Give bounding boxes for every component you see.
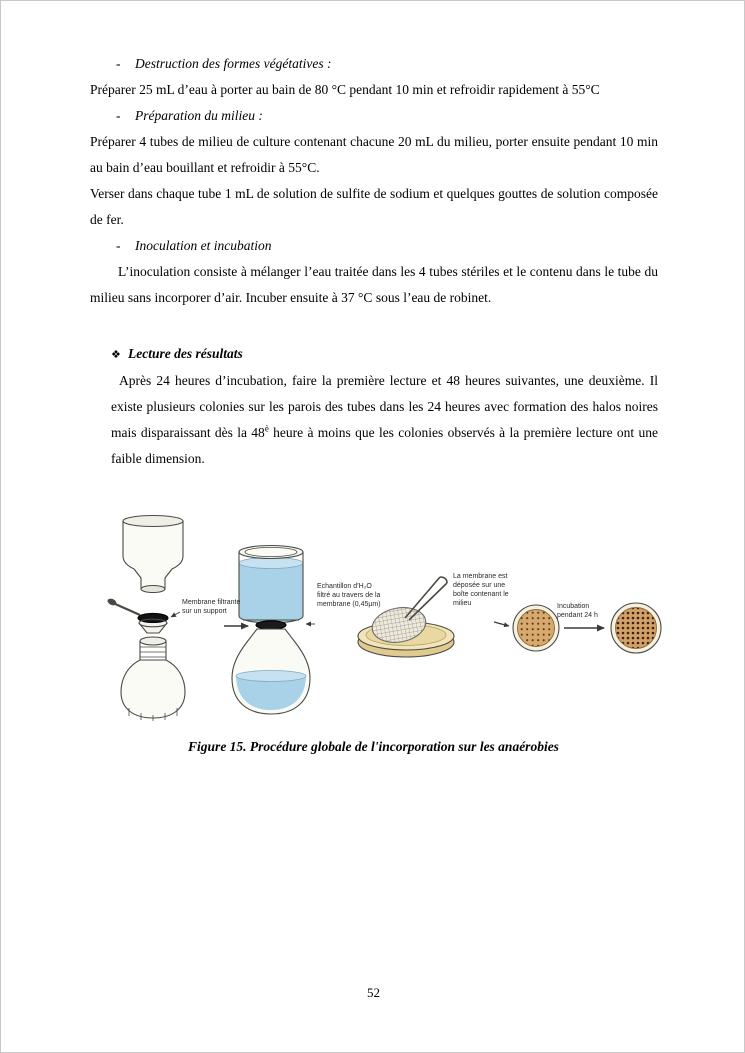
results-superscript: è (264, 423, 269, 434)
results-text-part1: Après 24 heures d’incubation, faire la première lecture et 48 heures suivantes, une deuxième. Il existe plusieurs colonies sur les parois des tubes dans les 24 heures avec formation des halos noires mais disparaissant dès la 48 (111, 373, 658, 440)
list-item-milieu (90, 103, 658, 129)
list-item-label: Destruction des formes végétatives : (135, 56, 332, 71)
page-number: 52 (367, 985, 380, 1000)
list-item-inoculation (90, 233, 658, 259)
paragraph-inoculation: L’inoculation consiste à mélanger l’eau traitée dans les 4 tubes stériles et le contenu dans le tube du milieu sans incorporer d’air. Incuber ensuite à 37 °C sous l’eau de robinet. (90, 264, 658, 305)
petri-dish-incubated (611, 603, 661, 653)
procedure-illustration (96, 506, 681, 738)
paragraph-sulfite-solution: Verser dans chaque tube 1 mL de solution de sulfite de sodium et quelques gouttes de solution composée de fer. (90, 186, 658, 227)
list-item-destruction (90, 51, 658, 77)
spatula (113, 603, 140, 615)
membrane-clamp (256, 621, 286, 629)
paragraph-results-reading (111, 368, 658, 472)
list-dash: - (116, 238, 121, 253)
figure-caption: Figure 15. Procédure globale de l'incorporation sur les anaérobies (188, 739, 559, 754)
list-dash: - (116, 56, 121, 71)
label-pointer-membrane (171, 612, 180, 617)
list-item-label: Préparation du milieu : (135, 108, 263, 123)
figure-label-sample: Echantillon d’H₂O filtré au travers de la membrane (0,45µm) (317, 583, 381, 609)
list-dash: - (116, 108, 121, 123)
figure-label-deposit: La membrane est déposée sur une boîte contenant le milieu (453, 573, 509, 608)
section-heading-label: Lecture des résultats (128, 346, 243, 361)
paragraph-tubes-preparation: Préparer 4 tubes de milieu de culture contenant chacune 20 mL du milieu, porter ensuite pendant 10 min au bain d’eau bouillant et refroidir à 55°C. (90, 134, 658, 175)
membrane-disc (138, 613, 168, 622)
flow-arrow-2 (494, 622, 509, 626)
filtration-unit-assembled (232, 546, 310, 715)
diamond-bullet-icon: ❖ (111, 348, 121, 361)
paragraph-water-preparation: Préparer 25 mL d’eau à porter au bain de 80 °C pendant 10 min et refroidir rapidement à 55°C (90, 82, 600, 97)
filtration-unit-disassembled (107, 516, 185, 722)
figure-label-incubation: Incubation pendant 24 h (557, 603, 598, 620)
petri-dish-first-reading (513, 605, 559, 651)
procedure-figure (96, 506, 681, 738)
figure-label-membrane-support: Membrane filtrante sur un support (182, 599, 241, 616)
water-surface (239, 558, 303, 569)
body-text (90, 51, 658, 472)
list-item-label: Inoculation et incubation (135, 238, 272, 253)
section-heading-lecture-des-resultats (90, 341, 658, 368)
results-text-part2: heure à moins que les colonies observés à la première lecture ont une faible dimension. (111, 425, 658, 466)
